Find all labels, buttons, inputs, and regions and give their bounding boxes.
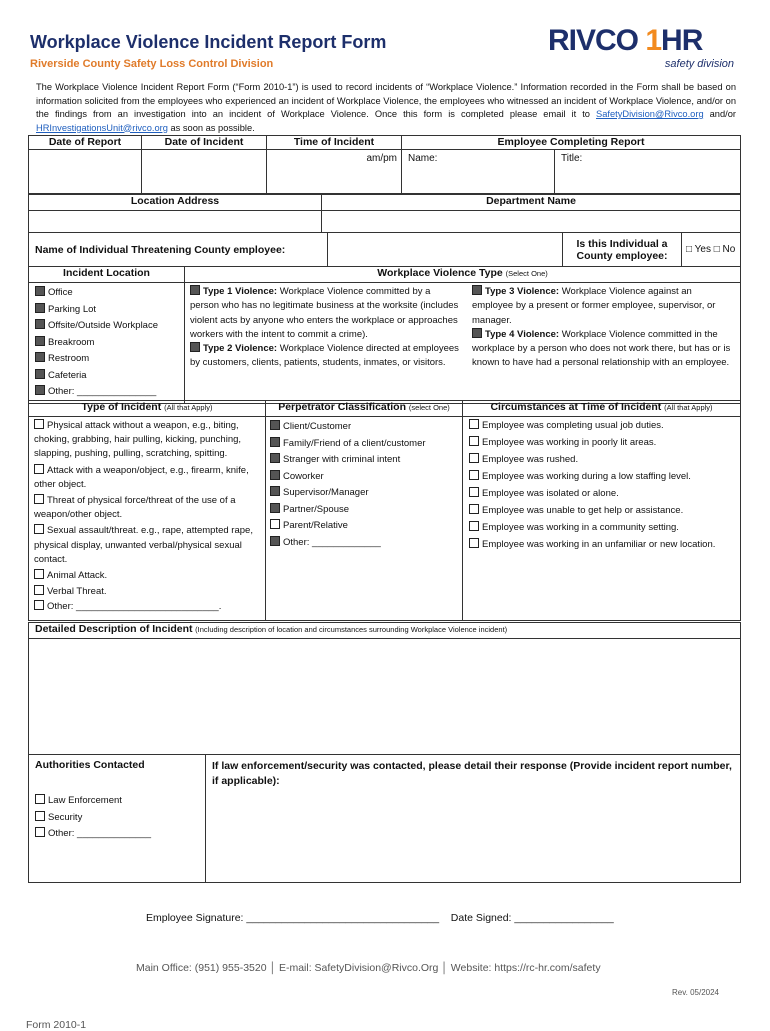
- rivco-hr-logo: [548, 24, 740, 74]
- circumstances-header: Circumstances at Time of Incident (All that Apply): [463, 401, 741, 417]
- perp-supervisor[interactable]: Supervisor/Manager: [270, 485, 458, 502]
- yes-no-checkboxes[interactable]: □ Yes □ No: [682, 233, 741, 267]
- incident-other[interactable]: Other: ___________________________.: [34, 600, 260, 614]
- logo-sub: safety division: [664, 58, 734, 70]
- circ-no-help[interactable]: Employee was unable to get help or assistance.: [469, 504, 734, 518]
- report-info-table: [28, 135, 741, 194]
- page-title: Workplace Violence Incident Report Form: [30, 32, 387, 52]
- date-of-report-field[interactable]: [29, 150, 142, 194]
- date-of-incident-header: Date of Incident: [142, 136, 267, 150]
- wv-type-left: [185, 283, 466, 371]
- intro-text: The Workplace Violence Incident Report Form (“Form 2010-1”) is used to record incidents of “Workplace Violence.” Information recorded in the Form shall be based on information solicited from the employees who experienced an incident of Workplace Violence, the employees who witnessed an incident of Workplace Violence, and/or on the findings from an investigation into an incident of Workplace Violence. Once this form is completed please email it to: [36, 82, 736, 119]
- is-county-text: Is this Individual a County employee:: [576, 237, 668, 262]
- wv-type-note: (Select One): [505, 269, 548, 278]
- intro-tail: as soon as possible.: [167, 122, 255, 133]
- type3-option[interactable]: Type 3 Violence: Workplace Violence against an employee by a present or former employee, supervisor, or manager.: [472, 286, 716, 326]
- loc-office[interactable]: Office: [35, 285, 178, 302]
- classification-table: [28, 400, 741, 621]
- authorities-cell: [29, 755, 206, 883]
- location-address-field[interactable]: [29, 211, 322, 233]
- authorities-table: [28, 754, 741, 883]
- circ-poorly-lit[interactable]: Employee was working in poorly lit areas.: [469, 436, 734, 450]
- incident-sexual[interactable]: Sexual assault/threat. e.g., rape, attempted rape, physical display, unwanted verbal/physical sexual contact.: [34, 525, 253, 565]
- description-header: Detailed Description of Incident (Including description of location and circumstances surrounding Workplace Violence incident): [29, 623, 741, 639]
- threatening-text: Name of Individual Threatening County employee:: [35, 243, 286, 256]
- threatening-label: [29, 233, 328, 267]
- perp-parent[interactable]: Parent/Relative: [270, 518, 458, 535]
- time-of-incident-field[interactable]: [267, 150, 402, 194]
- logo-main: RIVCO: [548, 24, 646, 57]
- auth-security[interactable]: Security: [35, 810, 199, 827]
- department-name-header: Department Name: [322, 195, 741, 211]
- department-name-field[interactable]: [322, 211, 741, 233]
- title-label: Title:: [561, 153, 583, 164]
- loc-parking[interactable]: Parking Lot: [35, 302, 178, 319]
- date-of-incident-field[interactable]: [142, 150, 267, 194]
- ampm-label: am/pm: [366, 153, 397, 164]
- revision-date: Rev. 05/2024: [672, 988, 719, 997]
- incident-location-header: Incident Location: [29, 267, 185, 283]
- wv-type-right: [466, 283, 740, 371]
- incident-animal[interactable]: Animal Attack.: [34, 569, 260, 583]
- perpetrator-header: Perpetrator Classification (select One): [266, 401, 463, 417]
- circumstances-list: [463, 417, 741, 621]
- law-response-header: If law enforcement/security was contacted, please detail their response (Provide incident report number, if applicable):: [212, 760, 732, 787]
- intro-paragraph: [36, 81, 736, 135]
- division-subtitle: Riverside County Safety Loss Control Division: [30, 58, 274, 70]
- date-of-report-header: Date of Report: [29, 136, 142, 150]
- perpetrator-list: [266, 417, 463, 621]
- perp-partner[interactable]: Partner/Spouse: [270, 502, 458, 519]
- location-table: [28, 194, 741, 233]
- circ-usual[interactable]: Employee was completing usual job duties.: [469, 419, 734, 433]
- description-table: [28, 622, 741, 755]
- auth-law[interactable]: Law Enforcement: [35, 793, 199, 810]
- loc-other[interactable]: Other: _______________: [35, 384, 178, 401]
- perp-client[interactable]: Client/Customer: [270, 419, 458, 436]
- is-county-label: [563, 233, 682, 267]
- intro-andor: and/or: [703, 109, 736, 119]
- threatening-name-field[interactable]: [328, 233, 563, 267]
- circ-isolated[interactable]: Employee was isolated or alone.: [469, 487, 734, 501]
- perp-other[interactable]: Other: _____________: [270, 535, 458, 552]
- loc-offsite[interactable]: Offsite/Outside Workplace: [35, 318, 178, 335]
- time-of-incident-header: Time of Incident: [267, 136, 402, 150]
- loc-restroom[interactable]: Restroom: [35, 351, 178, 368]
- perp-coworker[interactable]: Coworker: [270, 469, 458, 486]
- form-number: Form 2010-1: [26, 1019, 87, 1031]
- incident-threat[interactable]: Threat of physical force/threat of the use of a weapon/other object.: [34, 495, 236, 521]
- location-type-table: [28, 266, 741, 404]
- signature-line[interactable]: Employee Signature: _________________________________ Date Signed: _________________: [146, 912, 614, 924]
- perp-family[interactable]: Family/Friend of a client/customer: [270, 436, 458, 453]
- type2-option[interactable]: Type 2 Violence: Workplace Violence directed at employees by customers, clients, patients, students, inmates, or visitors.: [190, 343, 459, 369]
- type-of-incident-header: Type of Incident (All that Apply): [29, 401, 266, 417]
- wv-type-title: Workplace Violence Type: [377, 267, 503, 279]
- circ-rushed[interactable]: Employee was rushed.: [469, 453, 734, 467]
- title-field[interactable]: [555, 150, 741, 194]
- perp-stranger[interactable]: Stranger with criminal intent: [270, 452, 458, 469]
- incident-location-list: [29, 283, 185, 404]
- loc-breakroom[interactable]: Breakroom: [35, 335, 178, 352]
- name-label: Name:: [408, 153, 438, 164]
- authorities-header: Authorities Contacted: [35, 759, 145, 771]
- circ-low-staffing[interactable]: Employee was working during a low staffing level.: [469, 470, 734, 484]
- logo-hr: HR: [661, 24, 703, 57]
- incident-physical[interactable]: Physical attack without a weapon, e.g., biting, choking, grabbing, hair pulling, kicking, punching, slapping, pushing, pulling, scratching, spitting.: [34, 420, 242, 460]
- loc-cafeteria[interactable]: Cafeteria: [35, 368, 178, 385]
- type4-option[interactable]: Type 4 Violence: Workplace Violence committed in the workplace by a person who does not work there, but has or is known to have had a personal relationship with an employee.: [472, 328, 731, 369]
- location-address-header: Location Address: [29, 195, 322, 211]
- threatening-table: [28, 232, 741, 267]
- circ-community[interactable]: Employee was working in a community setting.: [469, 521, 734, 535]
- incident-weapon[interactable]: Attack with a weapon/object, e.g., firearm, knife, other object.: [34, 464, 249, 490]
- description-field[interactable]: [29, 639, 741, 755]
- wv-type-header: [185, 267, 741, 283]
- wv-type-cell: [185, 283, 741, 404]
- email-link-hr[interactable]: HRInvestigationsUnit@rivco.org: [36, 122, 168, 133]
- employee-completing-header: Employee Completing Report: [402, 136, 741, 150]
- incident-verbal[interactable]: Verbal Threat.: [34, 585, 260, 599]
- logo-one: 1: [645, 24, 662, 57]
- footer-contact: Main Office: (951) 955-3520 │ E-mail: SafetyDivision@Rivco.Org │ Website: https://rc-hr.com/safety: [136, 962, 601, 974]
- type1-option[interactable]: Type 1 Violence: Workplace Violence committed by a person who has no legitimate business at the worksite (includes violent acts by anyone who enters the workplace or approaches workers with the intent to commit a crime).: [190, 286, 459, 340]
- law-response-field[interactable]: [206, 755, 741, 883]
- name-field[interactable]: [402, 150, 555, 194]
- email-link-safety[interactable]: SafetyDivision@Rivco.org: [596, 109, 704, 119]
- type-of-incident-list: [29, 417, 266, 621]
- circ-unfamiliar[interactable]: Employee was working in an unfamiliar or new location.: [469, 538, 734, 552]
- auth-other[interactable]: Other: ______________: [35, 826, 199, 843]
